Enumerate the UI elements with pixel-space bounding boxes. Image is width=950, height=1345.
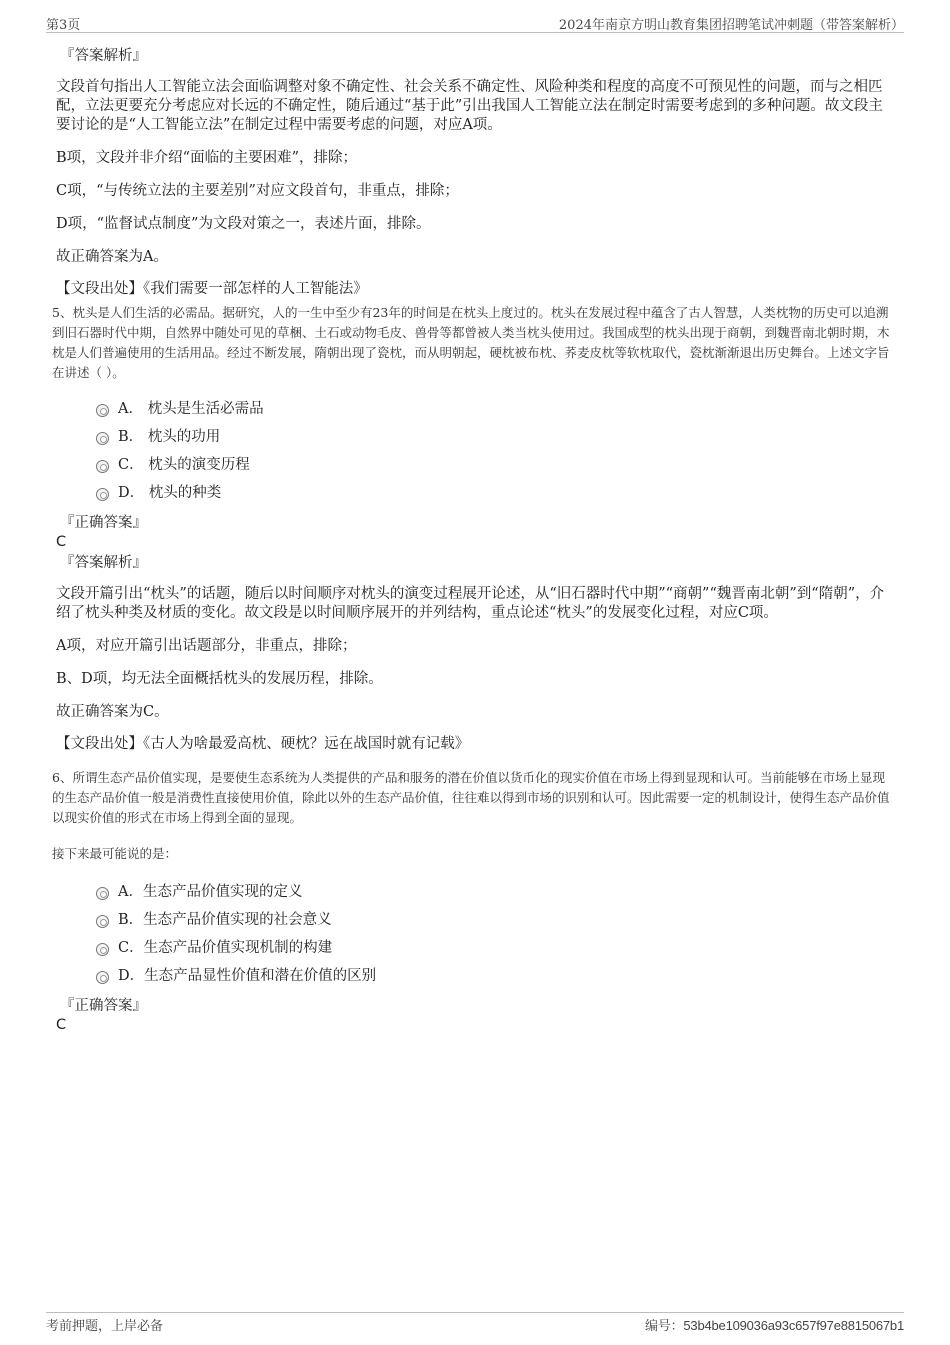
footer-slogan: 考前押题，上岸必备 [46,1319,164,1334]
radio-icon[interactable] [96,404,109,417]
analysis-option-b: B项，文段并非介绍“面临的主要困难”，排除； [56,150,357,166]
option-c[interactable] [56,934,894,962]
analysis-option-d: D项，“监督试点制度”为文段对策之一，表述片面，排除。 [56,216,431,232]
correct-answer-label: 『正确答案』 [60,515,147,531]
correct-answer: C [56,1017,67,1033]
conclusion: 故正确答案为C。 [56,704,169,720]
option-label: D．生态产品显性价值和潜在价值的区别 [118,968,377,984]
source-citation: 【文段出处】《我们需要一部怎样的人工智能法》 [56,281,368,297]
option-d[interactable] [56,962,894,990]
option-a[interactable] [56,395,894,423]
analysis-paragraph: 文段首句指出人工智能立法会面临调整对象不确定性、社会关系不确定性、风险种类和程度的高度不可预见性的问题，而与之相匹配，立法更要充分考虑应对长远的不确定性，随后通过“基于此”引出我国人工智能立法在制定时需要考虑到的多种问题。故文段主要讨论的是“人工智能立法”在制定过程中需要考虑的问题，对应A项。 [56,79,883,133]
analysis-label: 『答案解析』 [60,555,147,571]
conclusion: 故正确答案为A。 [56,249,168,265]
option-a[interactable] [56,878,894,906]
question-5-stem: 5、枕头是人们生活的必需品。据研究，人的一生中至少有23年的时间是在枕头上度过的。枕头在发展过程中蕴含了古人智慧，人类枕物的历史可以追溯到旧石器时代中期，自然界中随处可见的草梱、土石或动物毛皮、兽骨等都曾被人类当枕头使用过。我国成型的枕头出现于商朝，到魏晋南北朝时期，木枕是人们普遍使用的生活用品。经过不断发展，隋朝出现了瓷枕，而从明朝起，硬枕被布枕、荞麦皮枕等软枕取代，瓷枕渐渐退出历史舞台。上述文字旨在讲述（ ）。 [52,305,890,380]
document-code: 编号：53b4be109036a93c657f97e8815067b1 [644,1318,904,1333]
option-label: B． 枕头的功用 [118,429,221,445]
radio-icon[interactable] [96,915,109,928]
question-5-options [56,395,894,507]
main-content [52,46,894,1034]
analysis-option-a: A项，对应开篇引出话题部分，非重点，排除； [56,638,357,654]
page-number: 第3页 [46,18,81,33]
page-header [46,14,904,33]
option-b[interactable] [56,423,894,451]
option-label: A． 枕头是生活必需品 [118,401,264,417]
option-c[interactable] [56,451,894,479]
radio-icon[interactable] [96,432,109,445]
radio-icon[interactable] [96,488,109,501]
analysis-paragraph: 文段开篇引出“枕头”的话题，随后以时间顺序对枕头的演变过程展开论述，从“旧石器时代中期”“商朝”“魏晋南北朝”到“隋朝”，介绍了枕头种类及材质的变化。故文段是以时间顺序展开的并列结构，重点论述“枕头”的发展变化过程，对应C项。 [56,586,885,621]
document-title: 2024年南京方明山教育集团招聘笔试冲刺题（带答案解析） [558,18,904,33]
question-6-stem: 6、所谓生态产品价值实现，是要使生态系统为人类提供的产品和服务的潜在价值以货币化的现实价值在市场上得到显现和认可。当前能够在市场上显现的生态产品价值一般是消费性直接使用价值，除此以外的生态产品价值，往往难以得到市场的识别和认可。因此需要一定的机制设计，使得生态产品价值以现实价值的形式在市场上得到全面的显现。 [52,770,890,825]
option-label: A．生态产品价值实现的定义 [118,884,303,900]
option-label: D． 枕头的种类 [118,485,222,501]
correct-answer: C [56,534,67,550]
analysis-option-bd: B、D项，均无法全面概括枕头的发展历程，排除。 [56,671,383,687]
option-label: B．生态产品价值实现的社会意义 [118,912,332,928]
radio-icon[interactable] [96,943,109,956]
option-label: C．生态产品价值实现机制的构建 [118,940,333,956]
radio-icon[interactable] [96,971,109,984]
question-6-options [56,878,894,990]
source-citation: 【文段出处】《古人为啥最爱高枕、硬枕？远在战国时就有记载》 [56,736,470,752]
radio-icon[interactable] [96,887,109,900]
page-footer [46,1312,904,1335]
correct-answer-label: 『正确答案』 [60,998,147,1014]
option-label: C． 枕头的演变历程 [118,457,250,473]
question-6-prompt: 接下来最可能说的是： [52,846,178,861]
analysis-label: 『答案解析』 [60,48,147,64]
option-d[interactable] [56,479,894,507]
radio-icon[interactable] [96,460,109,473]
option-b[interactable] [56,906,894,934]
analysis-option-c: C项，“与传统立法的主要差别”对应文段首句，非重点，排除； [56,183,459,199]
